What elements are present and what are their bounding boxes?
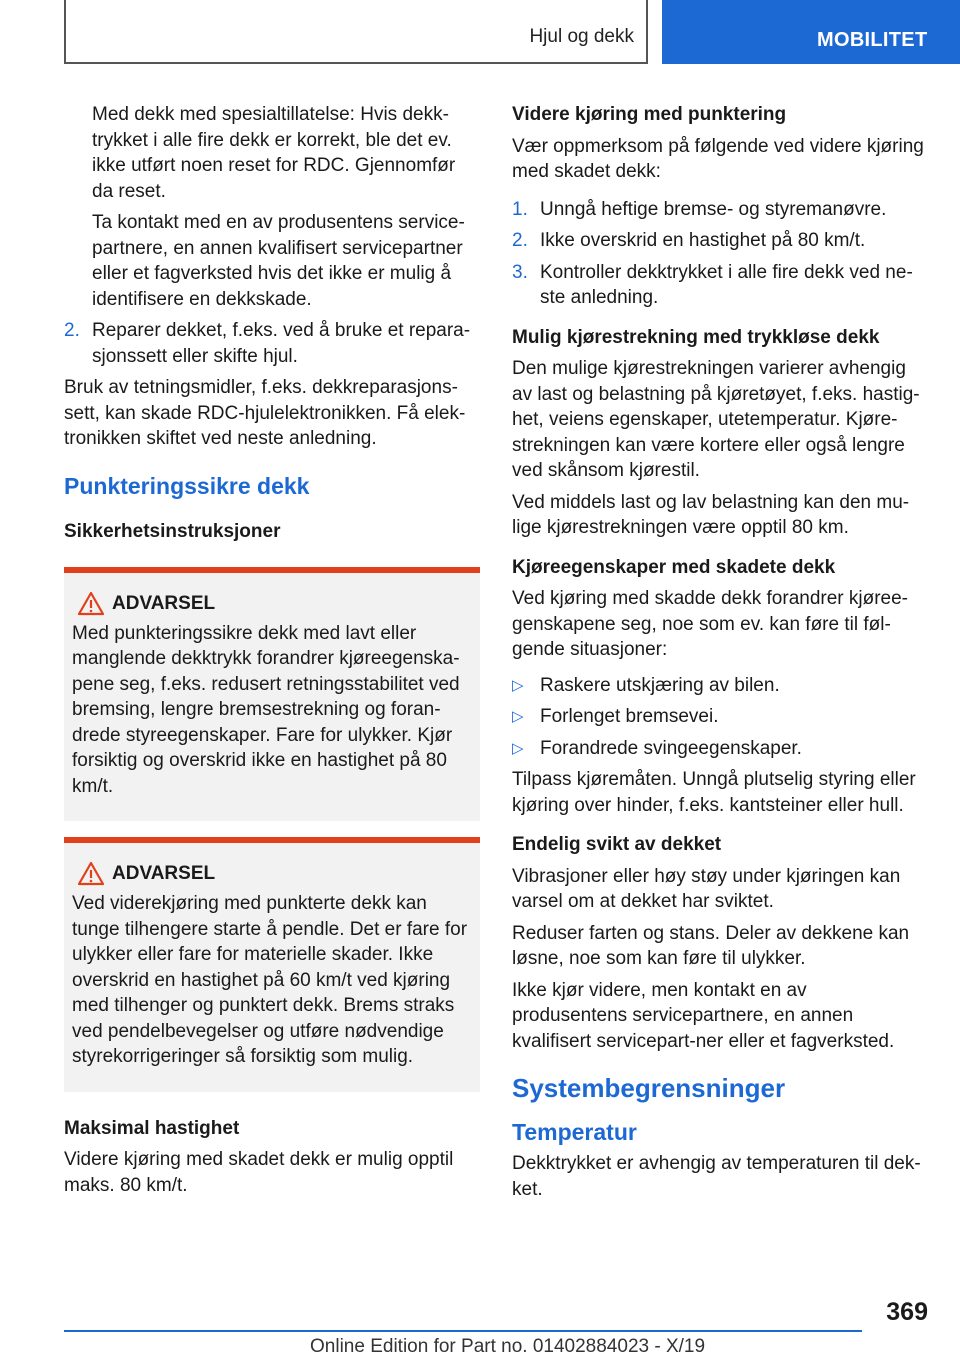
subheading: Videre kjøring med punktering (512, 104, 787, 125)
subheading: Mulig kjørestrekning med trykkløse dekk (512, 326, 880, 348)
footer-divider (64, 1330, 862, 1332)
bullet-text: Raskere utskjæring av bilen. (540, 674, 780, 696)
list-text: Unngå heftige bremse- og styremanøvre. (540, 198, 887, 220)
warning-label: ADVARSEL (112, 592, 216, 614)
subheading: Maksimal hastighet (64, 1117, 240, 1139)
warning-triangle-icon (72, 861, 112, 887)
list-text: Ikke overskrid en hastighet på 80 km/t. (540, 230, 866, 251)
page-header (0, 0, 960, 64)
page-number: 369 (886, 1298, 928, 1326)
section-heading: Systembegrensninger (512, 1073, 786, 1103)
triangle-bullet-icon: ▷ (512, 708, 524, 725)
list-number: 3. (512, 261, 528, 283)
paragraph: Med dekk med spesialtillatelse: Hvis dekk-trykket i alle fire dekk er korrekt, ble det ev. ikke utført noen reset for RDC. Gjennomfør da reset. (92, 104, 456, 202)
paragraph: Vibrasjoner eller høy støy under kjøringen kan varsel om at dekket har sviktet. (512, 865, 901, 912)
paragraph: Tilpass kjøremåten. Unngå plutselig styring eller kjøring over hinder, f.eks. kantsteiner eller hull. (512, 769, 916, 816)
warning-box (64, 567, 480, 822)
chapter-tab: MOBILITET (662, 0, 960, 64)
paragraph: Bruk av tetningsmidler, f.eks. dekkreparasjons-sett, kan skade RDC-hjulelektronikken. Få elek-tronikken skiftet ved neste anledning. (64, 377, 466, 449)
section-header-box (64, 0, 648, 64)
list-text: Kontroller dekktrykket i alle fire dekk ved ne-ste anledning. (540, 261, 913, 308)
warning-text: Ved viderekjøring med punkterte dekk kan tunge tilhengere starte å pendle. Det er fare for ulykker eller fare for materielle skader. Ikke overskrid en hastighet på 60 km/t ved kjøring med tilhenger og punktert dekk. Brems straks ved pendelbevegelser og utføre nødvendige styrekorrigeringer så forsiktig som mulig. (72, 893, 468, 1067)
paragraph: Ta kontakt med en av produsentens service-partnere, en annen kvalifisert servicepartner eller et fagverksted hvis det ikke er mulig å identifisere en dekkskade. (92, 212, 465, 310)
right-column (512, 102, 926, 1208)
subheading: Endelig svikt av dekket (512, 834, 722, 855)
bullet-text: Forlenget bremsevei. (540, 706, 719, 727)
triangle-bullet-icon: ▷ (512, 739, 524, 757)
bullet-item (512, 704, 926, 730)
paragraph: Vær oppmerksom på følgende ved videre kjøring med skadet dekk: (512, 135, 924, 182)
list-number: 2. (64, 320, 80, 341)
section-title: Hjul og dekk (529, 26, 634, 47)
warning-box (64, 837, 480, 1092)
list-number: 1. (512, 198, 528, 220)
list-item (512, 197, 926, 223)
paragraph: Dekktrykket er avhengig av temperaturen til dek-ket. (512, 1153, 921, 1200)
bullet-item (512, 673, 926, 699)
subheading: Sikkerhetsinstruksjoner (64, 521, 281, 542)
paragraph: Den mulige kjørestrekningen varierer avhengig av last og belastning på kjøretøyet, f.eks. hastig-het, veiens egenskaper, utetemperatur. Kjøre-strekningen kan være kortere eller også lengre ved skånsom kjørestil. (512, 358, 920, 481)
triangle-bullet-icon: ▷ (512, 676, 524, 694)
subheading: Kjøreegenskaper med skadete dekk (512, 556, 836, 578)
paragraph: Ikke kjør videre, men kontakt en av produsentens servicepartnere, en annen kvalifisert servicepart-ner eller et fagverksted. (512, 979, 895, 1052)
list-item (64, 318, 480, 369)
section-heading: Punkteringssikre dekk (64, 472, 310, 499)
list-item (512, 228, 926, 254)
bullet-item (512, 736, 926, 762)
paragraph: Videre kjøring med skadet dekk er mulig opptil maks. 80 km/t. (64, 1149, 454, 1196)
bullet-text: Forandrede svingeegenskaper. (540, 737, 802, 759)
list-number: 2. (512, 230, 528, 251)
paragraph: Ved middels last og lav belastning kan den mu-lige kjørestrekningen være opptil 80 km. (512, 491, 910, 538)
edition-footer: Online Edition for Part no. 01402884023 - X/19 (310, 1336, 706, 1357)
warning-triangle-icon (72, 591, 112, 617)
section-subheading: Temperatur (512, 1118, 637, 1145)
list-item (512, 260, 926, 311)
warning-text: Med punkteringssikre dekk med lavt eller manglende dekktrykk forandrer kjøreegenska-pene seg, f.eks. redusert retningsstabilitet ved bremsing, lengre bremsestrekning og foran-drede styreegenskaper. Fare for ulykker. Kjør forsiktig og overskrid ikke en hastighet på 80 km/t. (72, 622, 460, 797)
list-text: Reparer dekket, f.eks. ved å bruke et repara-sjonssett eller skifte hjul. (92, 320, 471, 367)
paragraph: Ved kjøring med skadde dekk forandrer kjøree-genskapene seg, noe som ev. kan føre til føl-gende situasjoner: (512, 588, 909, 660)
warning-label: ADVARSEL (112, 863, 216, 885)
paragraph: Reduser farten og stans. Deler av dekkene kan løsne, noe som kan føre til ulykker. (512, 922, 910, 969)
left-column (64, 102, 480, 1204)
